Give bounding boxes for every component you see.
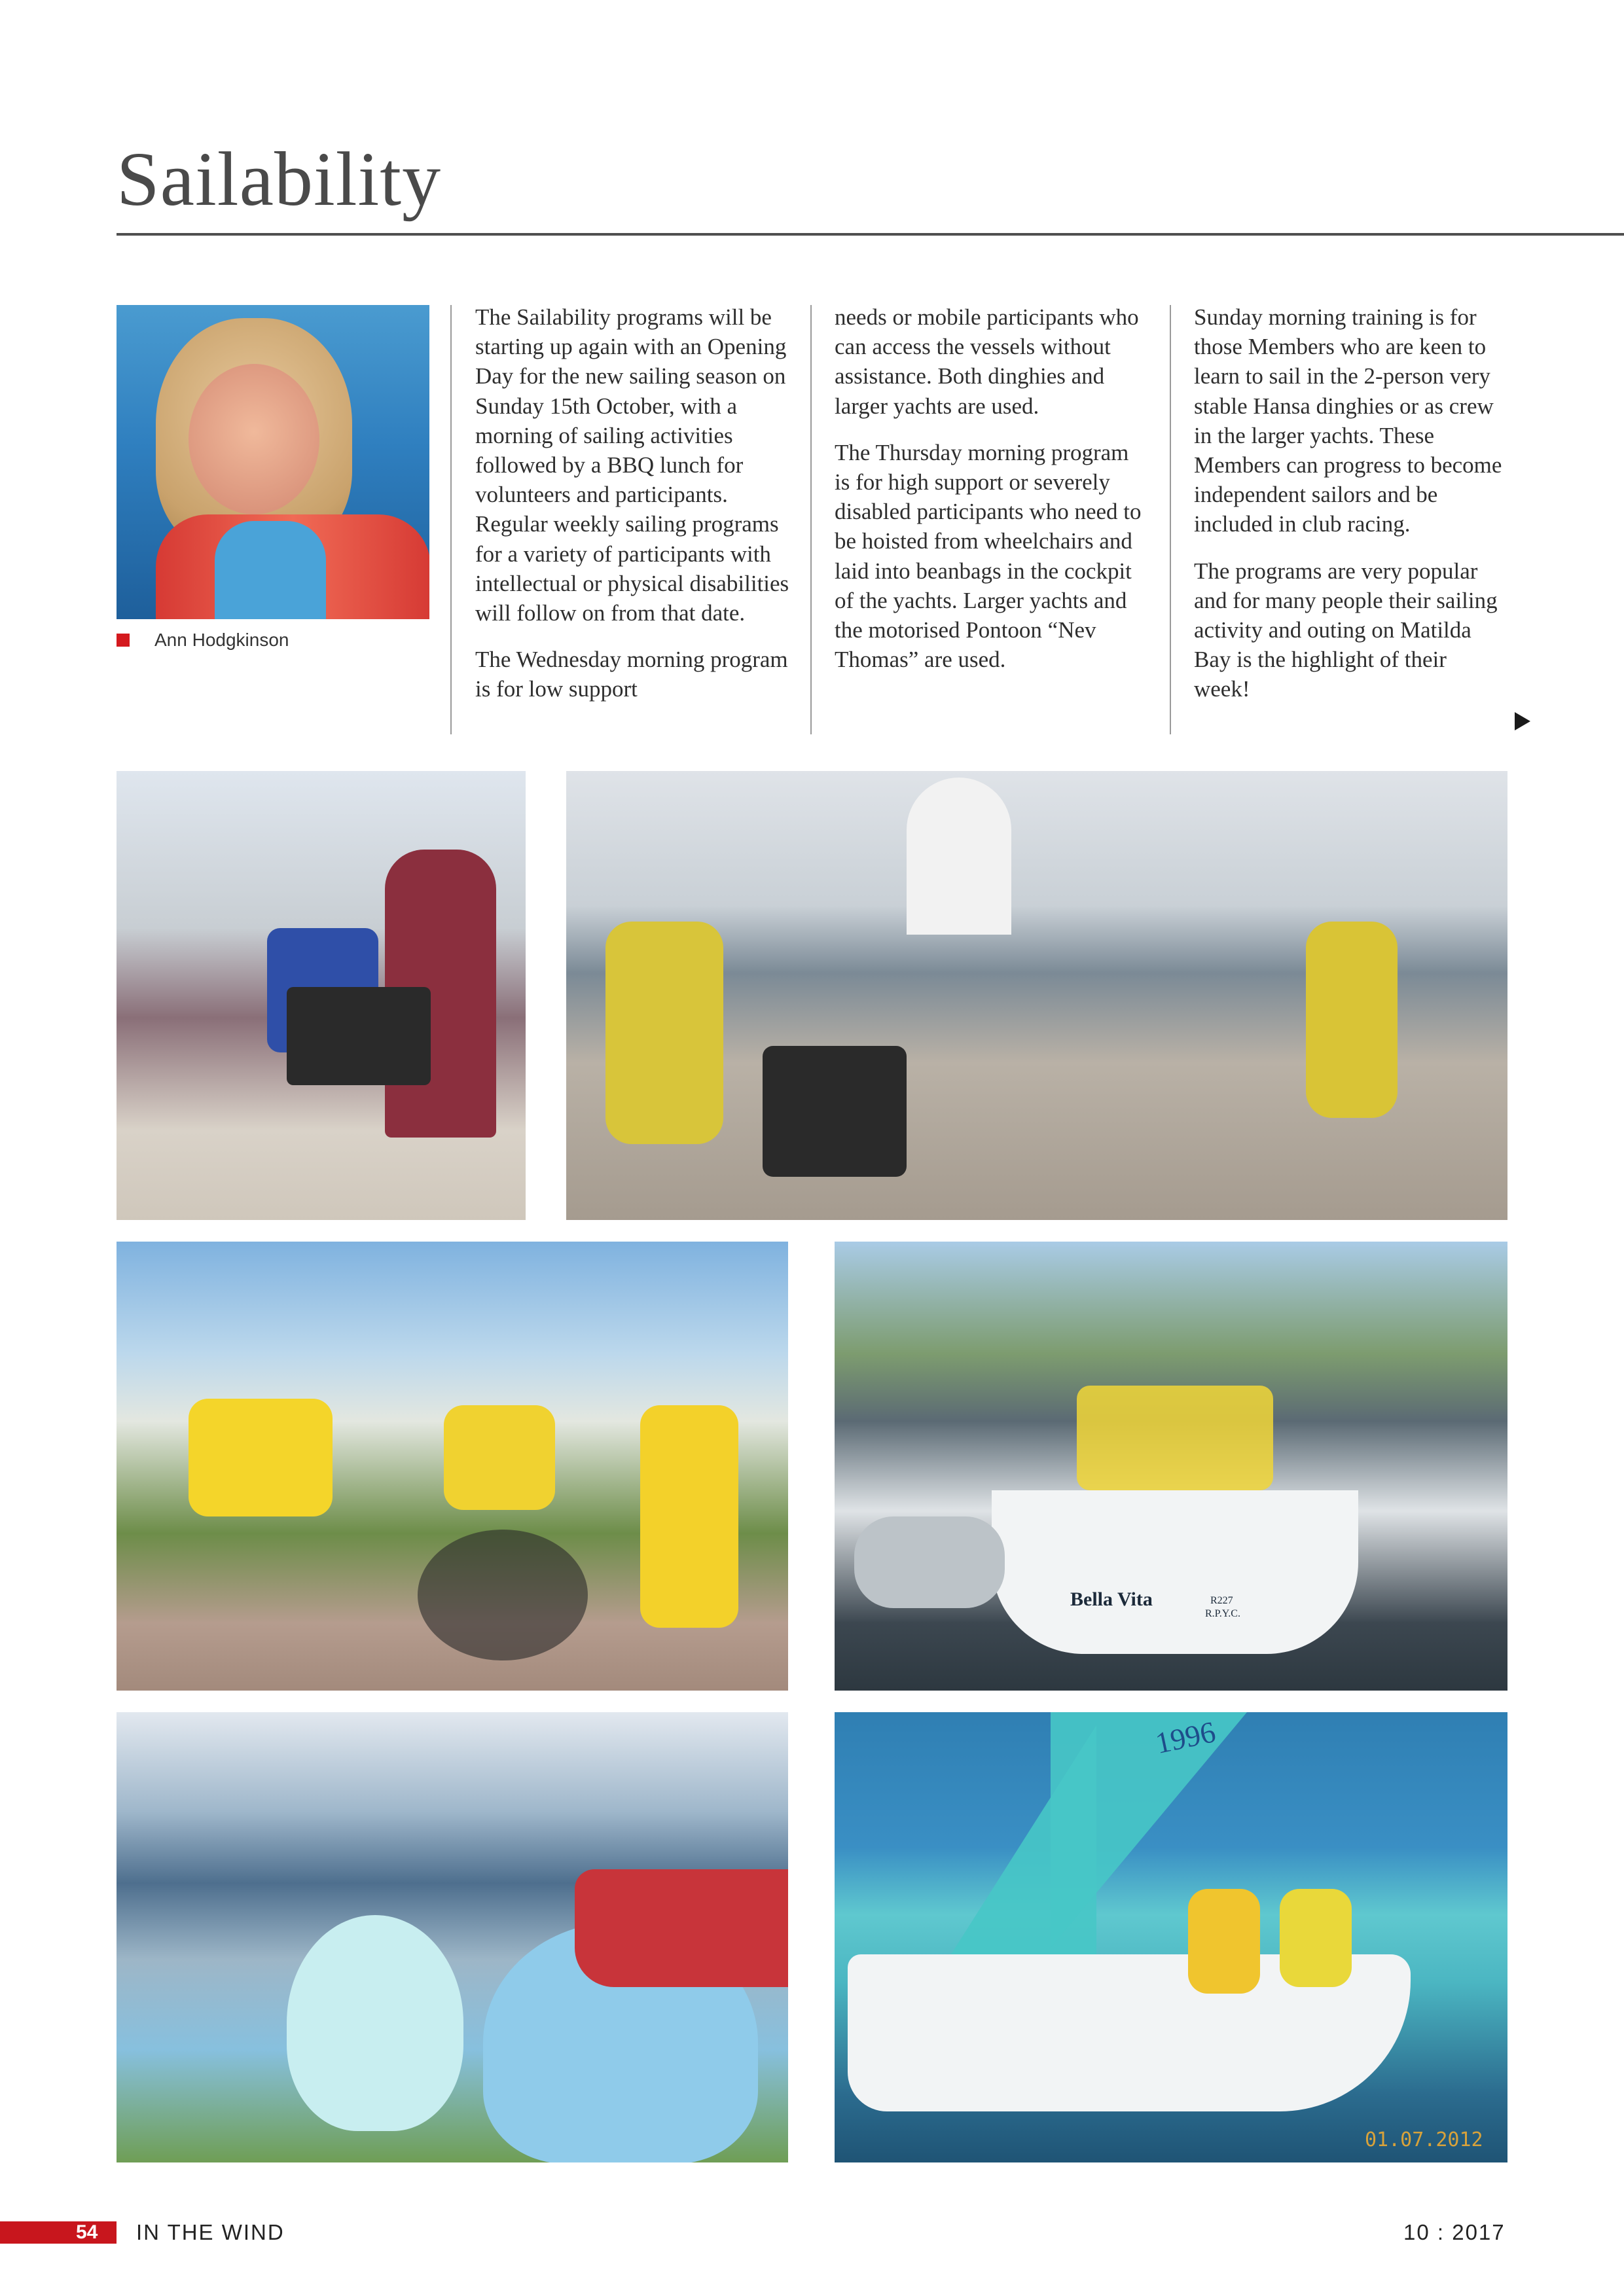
- article-paragraph: needs or mobile participants who can access the vessels without assistance. Both dinghies and larger yachts are used.: [835, 304, 1139, 419]
- caption-bullet-icon: [117, 634, 130, 647]
- column-divider: [810, 305, 812, 734]
- column-divider: [1170, 305, 1171, 734]
- title-divider: [117, 233, 1624, 236]
- footer-accent-bar: [0, 2221, 117, 2244]
- portrait-photo: [117, 305, 429, 619]
- photo-wheelchair-group: [117, 1242, 788, 1691]
- column-divider: [450, 305, 452, 734]
- page-number: 54: [76, 2221, 98, 2243]
- boat-registration: R227: [1210, 1595, 1233, 1606]
- article-paragraph: The Thursday morning program is for high support or severely disabled participants who need to be hoisted from wheelchairs and laid into beanbags in the cockpit of the yachts. Larger yachts and the motorised Pontoon “Nev Thomas” are used.: [835, 439, 1142, 673]
- photo-hansa-dinghy: [835, 1712, 1507, 2162]
- continue-arrow-icon: [1515, 712, 1530, 730]
- photo-date-stamp: 01.07.2012: [1365, 2128, 1483, 2151]
- article-paragraph: The programs are very popular and for many people their sailing activity and outing on Matilda Bay is the highlight of their week!: [1194, 558, 1498, 702]
- photo-dinghies-dock: [117, 1712, 788, 2162]
- article-paragraph: The Sailability programs will be starting up again with an Opening Day for the new sailing season on Sunday 15th October, with a morning of sailing activities followed by a BBQ lunch for volunteers and participants. Regular weekly sailing programs for a variety of participants with intellectual or physical disabilities will follow on from that date.: [475, 304, 789, 626]
- article-paragraph: Sunday morning training is for those Members who are keen to learn to sail in the 2-person very stable Hansa dinghies or as crew in the larger yachts. These Members can progress to become independent sailors and be included in club racing.: [1194, 304, 1502, 537]
- boat-club: R.P.Y.C.: [1205, 1608, 1240, 1619]
- magazine-name: IN THE WIND: [136, 2220, 285, 2244]
- photo-pontoon-group: [566, 771, 1507, 1220]
- photo-hoist-wheelchair: [117, 771, 526, 1220]
- article-column-2: [835, 302, 1149, 691]
- caption-text: Ann Hodgkinson: [154, 630, 289, 650]
- boat-name: Bella Vita: [1070, 1588, 1153, 1610]
- article-column-3: [1194, 302, 1508, 721]
- issue-number: 10 : 2017: [1403, 2220, 1506, 2244]
- photo-yacht-bella-vita: [835, 1242, 1507, 1691]
- portrait-caption: [117, 630, 289, 651]
- article-paragraph: The Wednesday morning program is for low support: [475, 647, 788, 702]
- sail-number: 1996: [1152, 1714, 1219, 1761]
- page-title: Sailability: [117, 136, 442, 222]
- article-column-1: [475, 302, 789, 721]
